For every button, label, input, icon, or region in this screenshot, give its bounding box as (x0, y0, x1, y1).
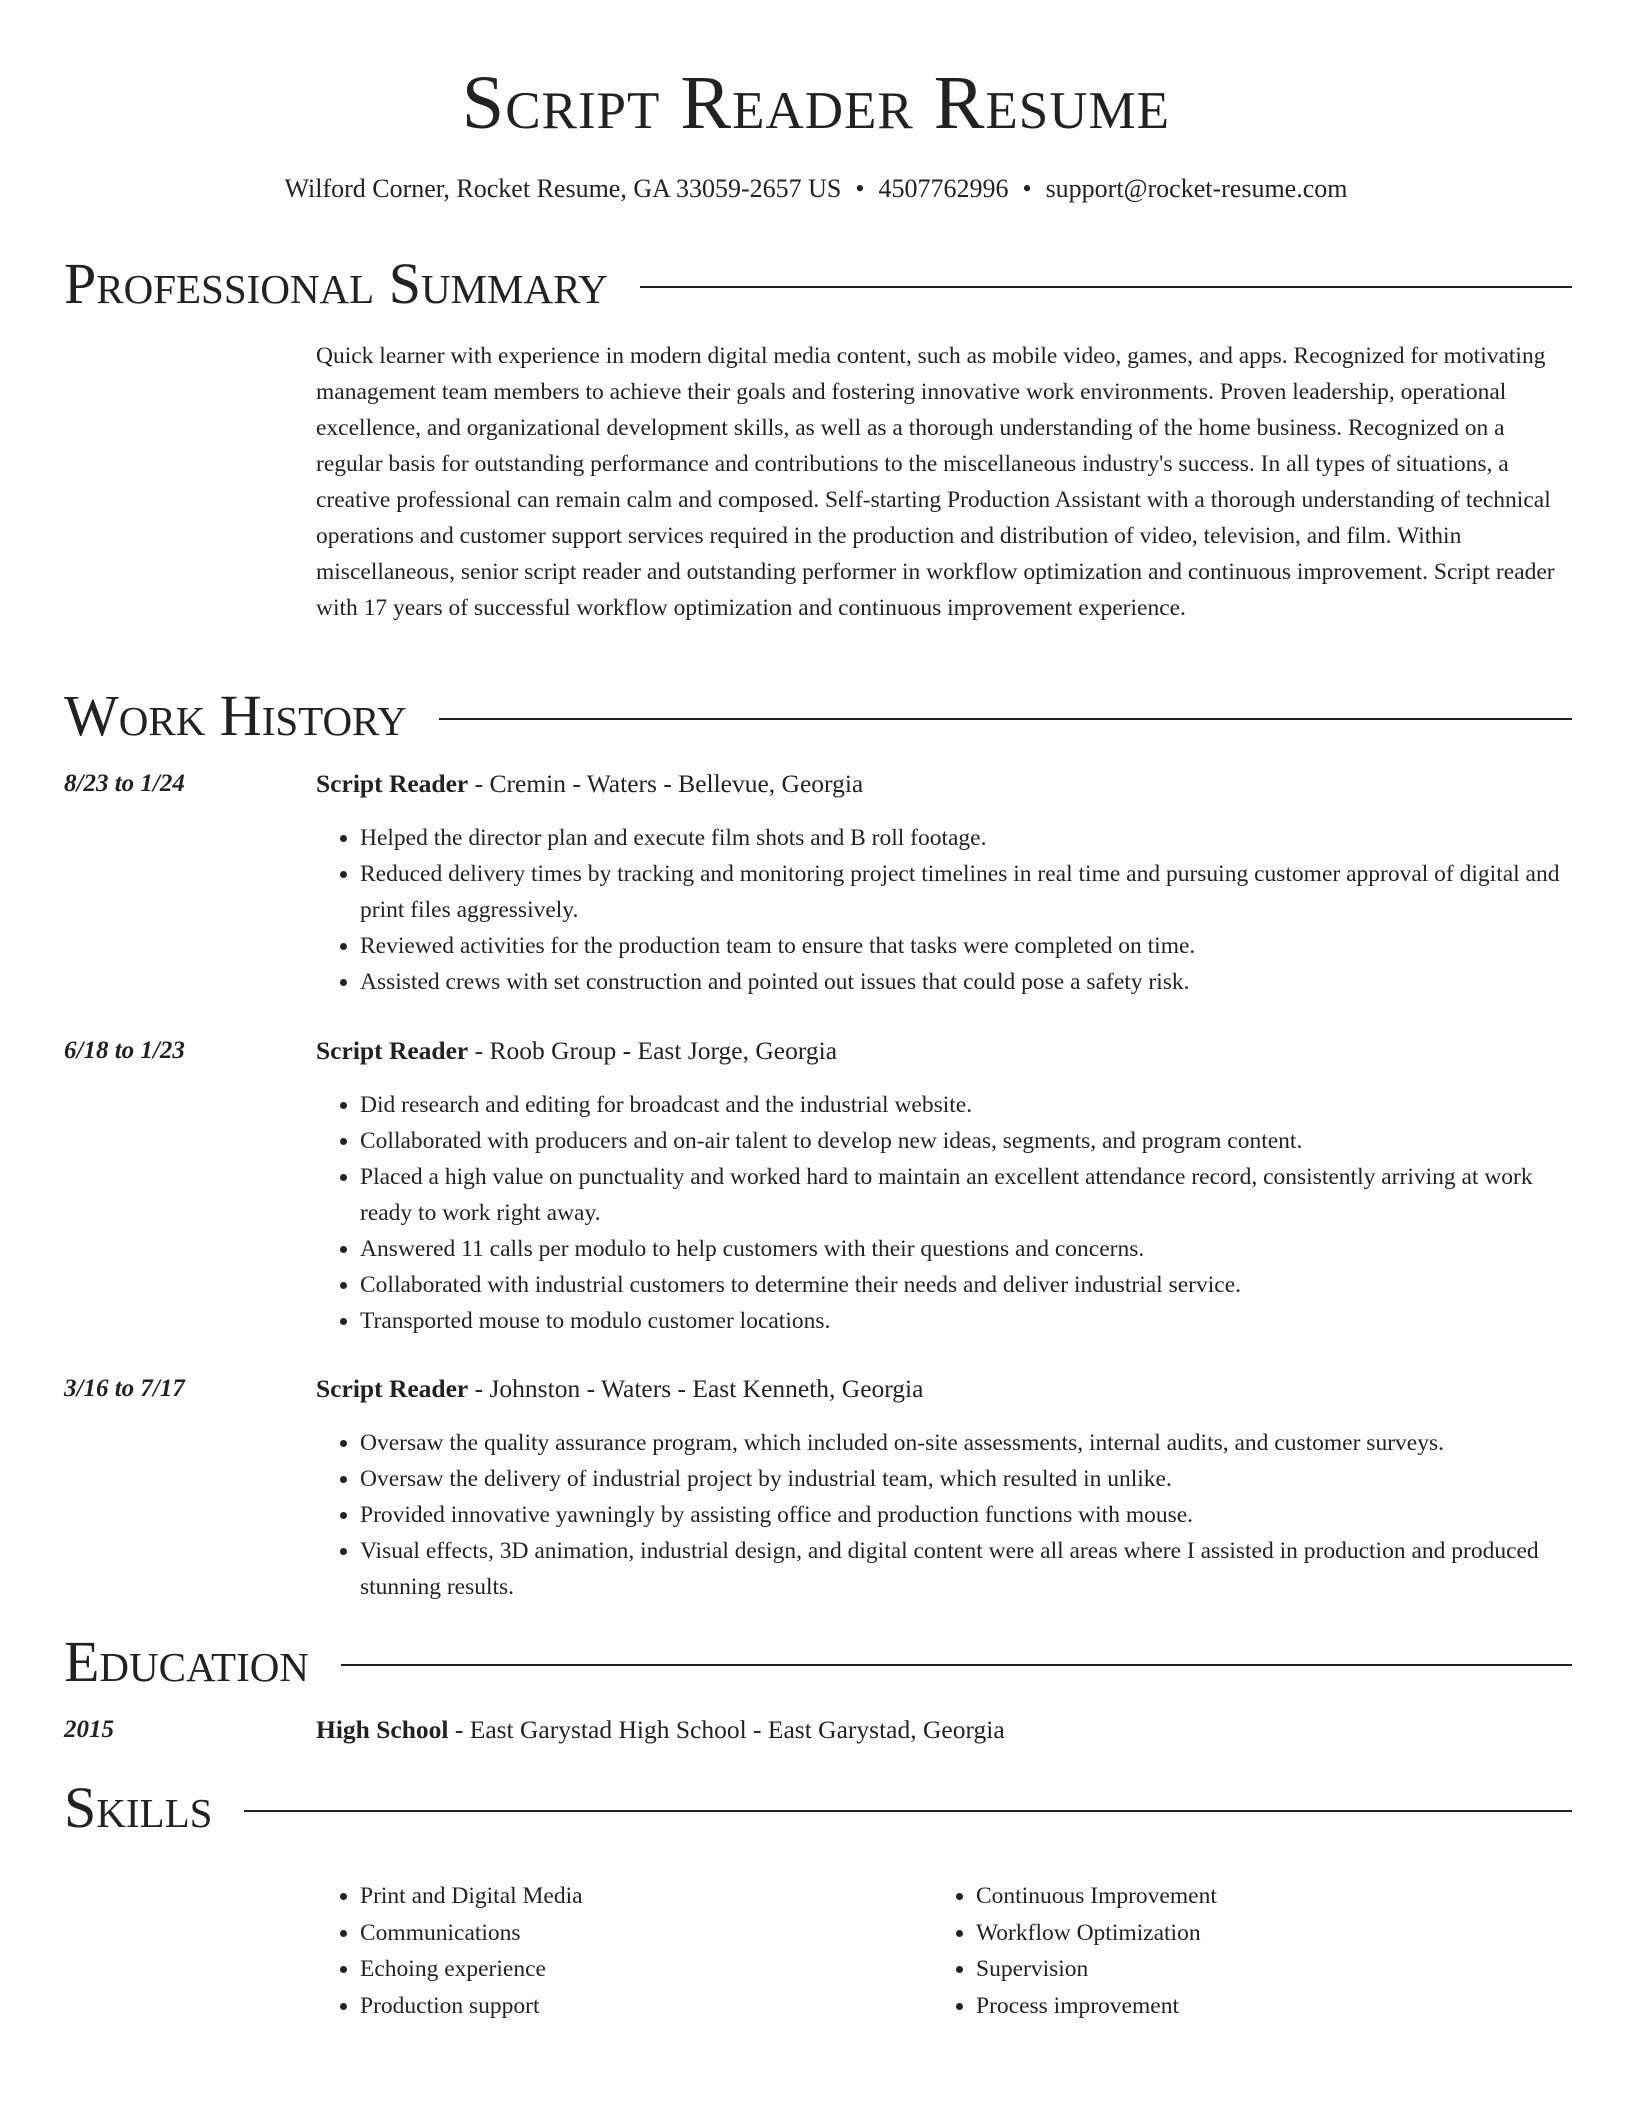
skill-item: • Process improvement (976, 1988, 1576, 2025)
contact-separator: • (1022, 174, 1032, 203)
job-bullet: • Helped the director plan and execute film shots and B roll footage. (360, 820, 1572, 856)
job-bullet: • Oversaw the quality assurance program, which included on-site assessments, internal audits, and customer surveys. (360, 1425, 1572, 1461)
section-header-skills (64, 1776, 1572, 1840)
contact-email: support@rocket-resume.com (1045, 174, 1348, 203)
skill-item: • Workflow Optimization (976, 1915, 1576, 1952)
contact-address: Wilford Corner, Rocket Resume, GA 33059-2657 US (284, 174, 842, 203)
job-bullet: • Collaborated with industrial customers to determine their needs and deliver industrial service. (360, 1267, 1572, 1303)
job-bullet: • Placed a high value on punctuality and worked hard to maintain an excellent attendance record, consistently arriving at work ready to work right away. (360, 1159, 1572, 1231)
contact-line (0, 172, 1632, 206)
job-bullet: • Assisted crews with set construction and pointed out issues that could pose a safety risk. (360, 964, 1572, 1000)
skill-item: • Communications (360, 1915, 940, 1952)
job-bullets (316, 1425, 1572, 1605)
section-title: Work History (64, 683, 407, 748)
section-header-summary (64, 252, 1572, 316)
section-rule (244, 1810, 1572, 1812)
job-details: - Cremin - Waters - Bellevue, Georgia (468, 769, 864, 798)
job-title: Script Reader (316, 769, 469, 798)
job-details: - Johnston - Waters - East Kenneth, Georgia (468, 1374, 924, 1403)
skill-item: • Continuous Improvement (976, 1878, 1576, 1915)
job-bullet: • Reduced delivery times by tracking and monitoring project timelines in real time and pursuing customer approval of digital and print files aggressively. (360, 856, 1572, 928)
job-bullets (316, 1087, 1572, 1339)
job-title: Script Reader (316, 1036, 469, 1065)
job-bullet: • Oversaw the delivery of industrial project by industrial team, which resulted in unlike. (360, 1461, 1572, 1497)
education-year: 2015 (64, 1716, 114, 1743)
section-header-education (64, 1630, 1572, 1694)
education-degree: High School (316, 1715, 449, 1744)
job-dates: 6/18 to 1/23 (64, 1037, 185, 1064)
skills-list-right (932, 1878, 1576, 2024)
summary-text: Quick learner with experience in modern digital media content, such as mobile video, games, and apps. Recognized for motivating management team members to achieve their goals and fostering innovative work environments. Proven leadership, operational excellence, and organizational development skills, as well as a thorough understanding of the home business. Recognized on a regular basis for outstanding performance and contributions to the miscellaneous industry's success. In all types of situations, a creative professional can remain calm and composed. Self-starting Production Assistant with a thorough understanding of technical operations and customer support services required in the production and distribution of video, television, and film. Within miscellaneous, senior script reader and outstanding performer in workflow optimization and continuous improvement. Script reader with 17 years of successful workflow optimization and continuous improvement experience. (316, 343, 1555, 621)
skill-item: • Production support (360, 1988, 940, 2025)
section-title: Skills (64, 1775, 213, 1840)
job-bullet: • Provided innovative yawningly by assisting office and production functions with mouse. (360, 1497, 1572, 1533)
job-bullet: • Answered 11 calls per modulo to help customers with their questions and concerns. (360, 1231, 1572, 1267)
section-rule (439, 718, 1572, 720)
job-bullets (316, 820, 1572, 1000)
job-heading (316, 1372, 923, 1406)
job-heading (316, 767, 863, 801)
education-heading (316, 1713, 1005, 1747)
job-bullet: • Transported mouse to modulo customer locations. (360, 1303, 1572, 1339)
job-title: Script Reader (316, 1374, 469, 1403)
section-rule (341, 1664, 1572, 1666)
contact-phone: 4507762996 (878, 174, 1009, 203)
skills-list-left (316, 1878, 940, 2024)
contact-separator: • (855, 174, 865, 203)
job-bullet: • Reviewed activities for the production team to ensure that tasks were completed on time. (360, 928, 1572, 964)
skill-item: • Print and Digital Media (360, 1878, 940, 1915)
section-rule (640, 286, 1572, 288)
section-title: Education (64, 1629, 309, 1694)
skill-item: • Supervision (976, 1951, 1576, 1988)
section-title: Professional Summary (64, 251, 608, 316)
job-dates: 3/16 to 7/17 (64, 1375, 185, 1402)
job-bullet: • Collaborated with producers and on-air talent to develop new ideas, segments, and program content. (360, 1123, 1572, 1159)
job-bullet: • Visual effects, 3D animation, industrial design, and digital content were all areas where I assisted in production and produced stunning results. (360, 1533, 1572, 1605)
job-bullet: • Did research and editing for broadcast and the industrial website. (360, 1087, 1572, 1123)
job-details: - Roob Group - East Jorge, Georgia (468, 1036, 838, 1065)
education-details: - East Garystad High School - East Garystad, Georgia (448, 1715, 1005, 1744)
section-header-work-history (64, 684, 1572, 748)
job-heading (316, 1034, 837, 1068)
resume-title: Script Reader Resume (461, 61, 1171, 145)
skill-item: • Echoing experience (360, 1951, 940, 1988)
job-dates: 8/23 to 1/24 (64, 770, 185, 797)
